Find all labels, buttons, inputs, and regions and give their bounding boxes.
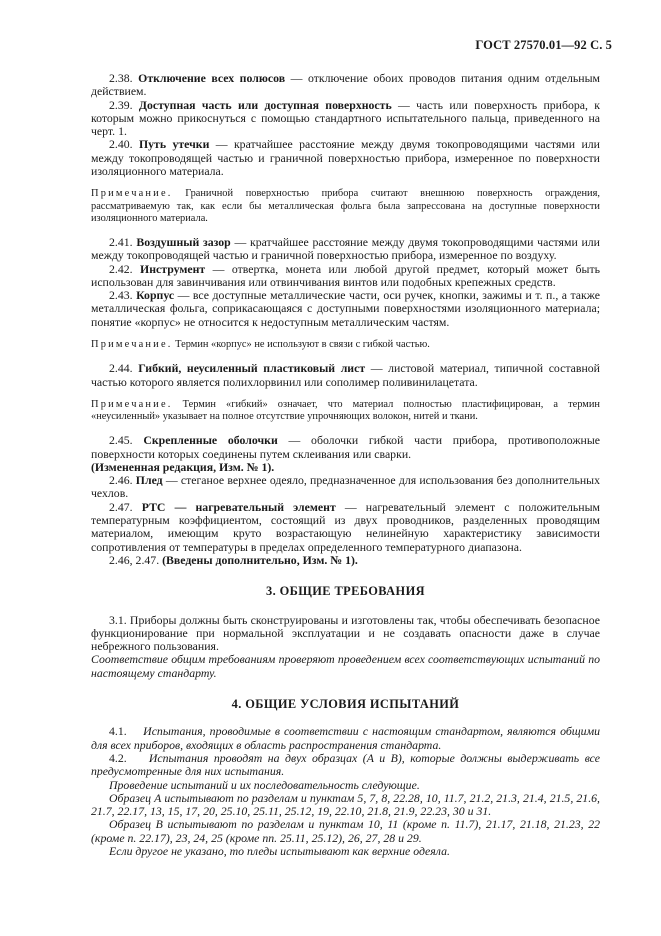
clause-term: Инструмент [140, 261, 206, 276]
note-text: Граничной поверхностью прибора считают внешнюю поверхность ограждения, рассматриваемую так, как если бы металлическая фольга была запрессована на доступные поверхности изоляционного материала. [91, 188, 600, 224]
clause-term: Скрепленные оболочки [143, 433, 278, 448]
clause-text: — стеганое верхнее одеяло, предназначенное для использования без дополнительных чехлов. [91, 473, 600, 501]
clause-term: Корпус [136, 288, 175, 303]
clause-number: 2.38. [109, 71, 133, 85]
clause-2-41 [91, 236, 600, 263]
clause-number: 2.46. [109, 473, 133, 488]
sample-a: Образец А испытывают по разделам и пунктам 5, 7, 8, 22.28, 10, 11.7, 21.2, 21.3, 21.4, 21.5, 21.6, 21.7, 22.17, 13, 15, 17, 20, 25.10, 25.11, 25.12, 19, 22.10, 21.8, 21.9, 22.23, 30 и 31. [91, 790, 600, 819]
clause-number: 4.1. [109, 724, 127, 739]
note-text: Термин «гибкий» означает, что материал полностью пластифицирован, а термин «неусиленный» указывает на полное отсутствие упрочняющих волокон, нитей и ткани. [91, 398, 600, 423]
clause-term: Гибкий, неусиленный пластиковый лист [138, 361, 366, 376]
clause-number: 2.46, 2.47. [109, 552, 160, 567]
clause-term: Воздушный зазор [136, 234, 231, 249]
clause-2-39 [91, 99, 600, 139]
section-4-title: 4. ОБЩИЕ УСЛОВИЯ ИСПЫТАНИЙ [231, 697, 460, 712]
clause-text: — отключение обоих проводов питания одним отдельным действием. [91, 71, 601, 99]
compliance-note: Соответствие общим требованиям проверяют проведением всех соответствующих испытаний по настоящему стандарту. [91, 652, 600, 680]
clause-text: Испытания проводят на двух образцах (A и B), которые должны выдерживать все предусмотренные для них испытания. [91, 750, 600, 779]
note-label: Примечание. [91, 188, 173, 200]
clause-text: — листовой материал, типичной составной частью которого является полихлорвинил или сополимер поливинилацетата. [91, 361, 600, 389]
clause-2-46-2-47 [91, 554, 600, 567]
clause-text: — нагревательный элемент с положительным температурным коэффициентом, состоящий из двух проводников, разделенных проводящим материалом, имеющим круто возрастающую нелинейную характеристику зависимости сопротивления от температуры в пределах определенного температурного диапазона. [91, 499, 601, 554]
note-3 [91, 399, 600, 423]
amendment-note: (Измененная редакция, Изм. № 1). [91, 459, 275, 474]
clause-text: — кратчайшее расстояние между двумя токопроводящими частями или между токопроводящей частью и граничной поверхностью прибора, измеренное по воздуху. [91, 234, 600, 263]
clause-number: 2.44. [109, 361, 133, 376]
clause-text: — все доступные металлические части, оси ручек, кнопки, зажимы и т. п., а также металлическая фольга, соприкасающаяся с доступными поверхностями изоляционного материала; понятие «корпус» не относится к недоступным металлическим частям. [91, 288, 600, 329]
clause-4-2 [91, 752, 600, 779]
clause-text: Испытания, проводимые в соответствии с настоящим стандартом, являются общими для всех приборов, входящих в область распространения стандарта. [91, 724, 600, 752]
clause-2-44 [91, 362, 600, 389]
test-sequence: Проведение испытаний и их последовательность следующие. [109, 777, 420, 792]
clause-term: Путь утечки [138, 137, 210, 152]
amendment-note: (Введены дополнительно, Изм. № 1). [162, 552, 358, 567]
clause-term: Доступная часть или доступная поверхность [138, 97, 392, 112]
clause-2-43 [91, 289, 600, 329]
clause-3-1: 3.1. Приборы должны быть сконструированы и изготовлены так, чтобы обеспечивать безопасное функционирование при нормальной эксплуатации и не создавать опасности даже в случае небрежного пользования. [91, 612, 600, 654]
clause-number: 4.2. [109, 750, 127, 765]
clause-2-45 [91, 434, 600, 461]
note-2 [91, 339, 600, 351]
clause-term: Отключение всех полюсов [138, 71, 286, 85]
clause-2-40 [91, 138, 600, 178]
note-text: Термин «корпус» не используют в связи с гибкой частью. [172, 339, 430, 351]
clause-4-1 [91, 725, 600, 752]
top-cover-note: Если другое не указано, то пледы испытывают как верхние одеяла. [109, 843, 450, 858]
note-1 [91, 188, 600, 225]
clause-term: РТС — нагревательный элемент [141, 499, 336, 514]
section-3-title: 3. ОБЩИЕ ТРЕБОВАНИЯ [266, 584, 425, 599]
note-label: Примечание. [91, 398, 173, 410]
clause-number: 2.43. [109, 288, 133, 303]
clause-number: 2.41. [109, 234, 133, 249]
clause-text: — оболочки гибкой части прибора, противоположные поверхности которых соединены путем склеивания или сварки. [91, 433, 600, 461]
clause-2-46 [91, 474, 600, 501]
clause-text: — часть или поверхность прибора, к которым можно прикоснуться с помощью стандартного испытательного пальца, приведенного на черт. 1. [91, 97, 600, 139]
clause-2-38 [91, 72, 600, 99]
document-body [91, 72, 600, 858]
section-4-body [91, 725, 600, 858]
clause-2-47 [91, 501, 600, 554]
clause-number: 2.42. [109, 261, 133, 276]
note-label: Примечание. [91, 339, 173, 351]
clause-text: — кратчайшее расстояние между двумя токопроводящими частями или между токопроводящей частью и граничной поверхностью прибора, измеренное по поверхности изоляционного материала. [91, 137, 600, 179]
page-header: ГОСТ 27570.01—92 С. 5 [475, 38, 612, 52]
sample-b: Образец В испытывают по разделам и пунктам 10, 11 (кроме п. 11.7), 21.17, 21.18, 21.23, 22 (кроме п. 22.17), 23, 24, 25 (кроме пп. 25.11, 25.12), 26, 27, 28 и 29. [91, 817, 600, 845]
clause-text: — отвертка, монета или любой другой предмет, который может быть использован для завинчивания или отвинчивания винтов или подобных крепежных средств. [91, 261, 600, 289]
clause-term: Плед [135, 473, 163, 488]
clause-2-42 [91, 263, 600, 290]
clause-number: 2.40. [109, 137, 133, 152]
clause-number: 2.45. [109, 433, 133, 448]
clause-number: 2.39. [109, 97, 133, 112]
clause-number: 2.47. [109, 499, 133, 514]
